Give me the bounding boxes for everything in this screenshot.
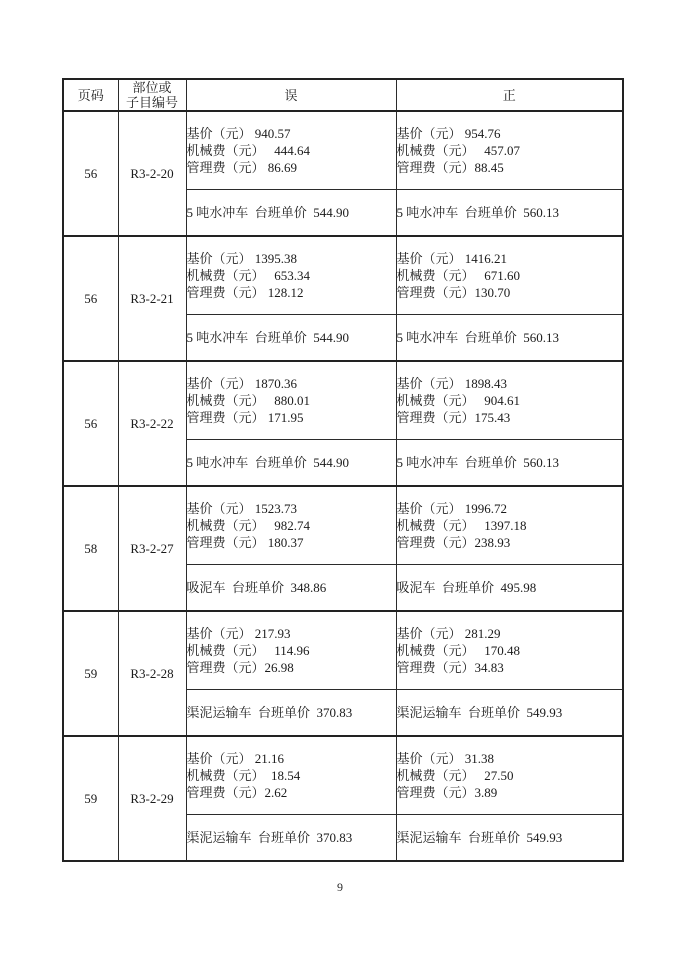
col-header-item-code-line1: 部位或 xyxy=(132,80,172,95)
detail-line: 机械费（元） 457.07 xyxy=(396,142,521,158)
detail-line: 基价（元） 1870.36 xyxy=(186,375,298,391)
detail-line: 管理费（元）238.93 xyxy=(396,534,511,550)
detail-line: 机械费（元） 170.48 xyxy=(396,642,521,658)
correct-detail-cell xyxy=(396,486,623,564)
col-header-page: 页码 xyxy=(63,79,118,111)
page-number-cell: 56 xyxy=(63,111,118,236)
correct-detail-cell xyxy=(396,611,623,689)
col-header-wrong: 误 xyxy=(186,79,396,111)
correct-detail-cell xyxy=(396,111,623,189)
detail-line: 机械费（元） 671.60 xyxy=(396,267,521,283)
detail-line: 机械费（元） 904.61 xyxy=(396,392,521,408)
wrong-unit-cell: 渠泥运输车 台班单价 370.83 xyxy=(186,689,396,736)
wrong-unit-cell: 吸泥车 台班单价 348.86 xyxy=(186,564,396,611)
col-header-item-code xyxy=(118,79,186,111)
detail-line: 基价（元） 1996.72 xyxy=(396,500,508,516)
col-header-correct: 正 xyxy=(396,79,623,111)
detail-line: 机械费（元） 114.96 xyxy=(186,642,310,658)
col-header-item-code-line2: 子目编号 xyxy=(125,95,178,110)
detail-line: 基价（元） 281.29 xyxy=(396,625,501,641)
item-code-cell: R3-2-28 xyxy=(118,611,186,736)
detail-line: 管理费（元）2.62 xyxy=(186,784,288,800)
footer-page-number: 9 xyxy=(337,880,343,894)
table-row xyxy=(63,111,623,189)
detail-line: 管理费（元）175.43 xyxy=(396,409,511,425)
detail-line: 基价（元） 21.16 xyxy=(186,750,285,766)
detail-line: 基价（元） 954.76 xyxy=(396,125,501,141)
detail-line: 基价（元） 31.38 xyxy=(396,750,495,766)
detail-line: 基价（元） 1523.73 xyxy=(186,500,298,516)
wrong-detail-cell xyxy=(186,111,396,189)
detail-line: 机械费（元） 653.34 xyxy=(186,267,311,283)
wrong-unit-cell: 5 吨水冲车 台班单价 544.90 xyxy=(186,314,396,361)
wrong-detail-cell xyxy=(186,236,396,314)
item-code-cell: R3-2-22 xyxy=(118,361,186,486)
detail-line: 基价（元） 217.93 xyxy=(186,625,291,641)
detail-line: 机械费（元） 982.74 xyxy=(186,517,311,533)
detail-line: 基价（元） 940.57 xyxy=(186,125,291,141)
detail-line: 机械费（元） 27.50 xyxy=(396,767,514,783)
page-number-cell: 59 xyxy=(63,736,118,861)
table-row xyxy=(63,236,623,314)
item-code-cell: R3-2-29 xyxy=(118,736,186,861)
wrong-detail-cell xyxy=(186,361,396,439)
item-code-cell: R3-2-21 xyxy=(118,236,186,361)
header-row xyxy=(63,79,623,111)
detail-line: 机械费（元） 18.54 xyxy=(186,767,301,783)
detail-line: 管理费（元） 180.37 xyxy=(186,534,304,550)
detail-line: 机械费（元） 444.64 xyxy=(186,142,311,158)
wrong-detail-cell xyxy=(186,486,396,564)
correct-detail-cell xyxy=(396,361,623,439)
page-number-cell: 56 xyxy=(63,361,118,486)
item-code-cell: R3-2-27 xyxy=(118,486,186,611)
correct-detail-cell xyxy=(396,736,623,814)
correct-unit-cell: 渠泥运输车 台班单价 549.93 xyxy=(396,814,623,861)
detail-line: 管理费（元）3.89 xyxy=(396,784,498,800)
table-row xyxy=(63,611,623,689)
wrong-unit-cell: 渠泥运输车 台班单价 370.83 xyxy=(186,814,396,861)
detail-line: 机械费（元） 1397.18 xyxy=(396,517,527,533)
wrong-unit-cell: 5 吨水冲车 台班单价 544.90 xyxy=(186,439,396,486)
detail-line: 管理费（元）26.98 xyxy=(186,659,294,675)
wrong-detail-cell xyxy=(186,736,396,814)
correct-unit-cell: 吸泥车 台班单价 495.98 xyxy=(396,564,623,611)
correct-detail-cell xyxy=(396,236,623,314)
detail-line: 管理费（元）34.83 xyxy=(396,659,504,675)
wrong-unit-cell: 5 吨水冲车 台班单价 544.90 xyxy=(186,189,396,236)
detail-line: 管理费（元）130.70 xyxy=(396,284,511,300)
table-row xyxy=(63,361,623,439)
detail-line: 基价（元） 1395.38 xyxy=(186,250,298,266)
item-code-cell: R3-2-20 xyxy=(118,111,186,236)
page-number-cell: 56 xyxy=(63,236,118,361)
errata-table xyxy=(62,78,624,862)
page-number-cell: 58 xyxy=(63,486,118,611)
wrong-detail-cell xyxy=(186,611,396,689)
page-number-cell: 59 xyxy=(63,611,118,736)
correct-unit-cell: 5 吨水冲车 台班单价 560.13 xyxy=(396,314,623,361)
detail-line: 机械费（元） 880.01 xyxy=(186,392,311,408)
table-row xyxy=(63,486,623,564)
correct-unit-cell: 5 吨水冲车 台班单价 560.13 xyxy=(396,189,623,236)
detail-line: 管理费（元） 86.69 xyxy=(186,159,298,175)
detail-line: 管理费（元） 128.12 xyxy=(186,284,304,300)
table-row xyxy=(63,736,623,814)
correct-unit-cell: 渠泥运输车 台班单价 549.93 xyxy=(396,689,623,736)
correct-unit-cell: 5 吨水冲车 台班单价 560.13 xyxy=(396,439,623,486)
detail-line: 管理费（元）88.45 xyxy=(396,159,504,175)
detail-line: 管理费（元） 171.95 xyxy=(186,409,304,425)
detail-line: 基价（元） 1898.43 xyxy=(396,375,508,391)
detail-line: 基价（元） 1416.21 xyxy=(396,250,508,266)
